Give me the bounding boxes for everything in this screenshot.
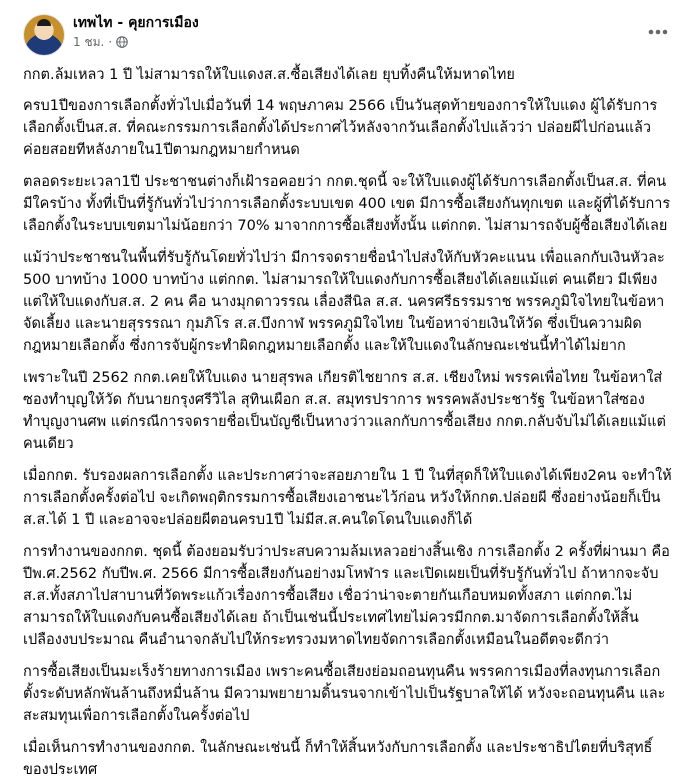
post-meta xyxy=(73,12,199,50)
post-paragraph: เพราะในปี 2562 กกต.เคยให้ใบแดง นายสุรพล เกียรติไชยากร ส.ส. เชียงใหม่ พรรคเพื่อไทย ในข้อหาใส่ซองทำบุญให้วัด กับนายกรุงศรีวิไล สุทินเผือก ส.ส. สมุทรปราการ พรรคพลังประชารัฐ ในข้อหาใส่ซองทำบุญงานศพ แต่กรณีการจดรายชื่อเป็นบัญชีเป็นหางว่าวแลกกับการซื้อเสียง กกต.กลับจับไม่ได้เลยแม้แต่คนเดียว xyxy=(23,370,666,452)
post-body xyxy=(23,64,678,781)
post-paragraph: แม้ว่าประชาชนในพื้นที่รับรู้กันโดยทั่วไปว่า มีการจดรายชื่อนำไปส่งให้กับหัวคะแนน เพื่อแลกกับเงินหัวละ 500 บาทบ้าง 1000 บาทบ้าง แต่กกต. ไม่สามารถให้ใบแดงกับการซื้อเสียงได้เลยแม้แต่ คนเดียว มีเพียงแต่ให้ใบแดงกับส.ส. 2 คน คือ นางมุกดาวรรณ เลื่องสีนิล ส.ส. นครศรีธรรมราช พรรคภูมิใจไทยในข้อหาจัดเลี้ยง และนายสุรรรณา กุมภิโร ส.ส.บึงกาฬ พรรคภูมิใจไทย ในข้อหาจ่ายเงินให้วัด ซึ่งเป็นความผิดกฎหมายเลือกตั้ง ซึ่งการจับผู้กระทำผิดกฎหมายเลือกตั้ง และให้ใบแดงในลักษณะเช่นนี้ทำได้ไม่ยาก xyxy=(23,250,665,354)
author-avatar[interactable] xyxy=(23,14,65,56)
post-paragraph: การซื้อเสียงเป็นมะเร็งร้ายทางการเมือง เพราะคนซื้อเสียงย่อมถอนทุนคืน พรรคการเมืองที่ลงทุนการเลือกตั้งระดับหลักพันล้านถึงหมื่นล้าน มีความพยายามดิ้นรนจากเข้าไปเป็นรัฐบาลให้ได้ หวังจะถอนทุนคืน และสะสมทุนเพื่อการเลือกตั้งในครั้งต่อไป xyxy=(23,664,666,724)
more-options-icon[interactable] xyxy=(642,22,674,42)
author-name[interactable]: เทพไท - คุยการเมือง xyxy=(73,15,199,31)
separator-dot: · xyxy=(108,35,113,49)
post-paragraph: เมื่อกกต. รับรองผลการเลือกตั้ง และประกาศว่าจะสอยภายใน 1 ปี ในที่สุดก็ให้ใบแดงได้เพียง2คน จะทำให้การเลือกตั้งครั้งต่อไป จะเกิดพฤติกรรมการซื้อเสียงเอาชนะไว้ก่อน หวังให้กกต.ปล่อยผี ซึ่งอย่างน้อยก็เป็นส.ส.ได้ 1 ปี และอาจจะปล่อยผีตอนครบ1ปี ไม่มีส.ส.คนใดโดนใบแดงก็ได้ xyxy=(23,468,672,528)
post-paragraph: เมื่อเห็นการทำงานของกกต. ในลักษณะเช่นนี้ ก็ทำให้สิ้นหวังกับการเลือกตั้ง และประชาธิปไตยที่บริสุทธิ์ของประเทศ xyxy=(23,740,653,778)
post-paragraph: การทำงานของกกต. ชุดนี้ ต้องยอมรับว่าประสบความล้มเหลวอย่างสิ้นเชิง การเลือกตั้ง 2 ครั้งที่ผ่านมา คือปีพ.ศ.2562 กับปีพ.ศ. 2566 มีการซื้อเสียงกันอย่างมโหฬาร และเปิดเผยเป็นที่รับรู้กันทั่วไป ถ้าหากจะจับส.ส.ทั้งสภาไปสาบานที่วัดพระแก้วเรื่องการซื้อเสียง เชื่อว่าน่าจะตายกันเกือบหมดทั้งสภา แต่กกต.ไม่สามารถให้ใบแดงกับคนซื้อเสียงได้เลย ถ้าเป็นเช่นนี้ประเทศไทยไม่ควรมีกกต.มาจัดการเลือกตั้งให้สิ้นเปลืองงบประมาณ คืนอำนาจกลับไปให้กระทรวงมหาดไทยจัดการเลือกตั้งเหมือนในอดีตจะดีกว่า xyxy=(23,544,670,648)
post-time[interactable]: 1 ชม. xyxy=(73,35,105,49)
post-paragraph: กกต.ล้มเหลว 1 ปี ไม่สามารถให้ใบแดงส.ส.ซื้อเสียงได้เลย ยุบทิ้งคืนให้มหาดไทย xyxy=(23,67,515,83)
post-paragraph: ตลอดระยะเวลา1ปี ประชาชนต่างก็เฝ้ารอคอยว่า กกต.ชุดนี้ จะให้ใบแดงผู้ได้รับการเลือกตั้งเป็นส.ส. ที่คน มีใครบ้าง ทั้งที่เป็นที่รู้กันทั่วไปว่าการเลือกตั้งระบบเขต 400 เขต มีการซื้อเสียงกันทุกเขต และผู้ที่ได้รับการเลือกตั้งในระบบเขตมาไม่น้อยกว่า 70% มาจากการซื้อเสียงทั้งนั้น แต่กกต. ไม่สามารถจับผู้ซื้อเสียงได้เลย xyxy=(23,174,671,234)
post-paragraph: ครบ1ปีของการเลือกตั้งทั่วไปเมื่อวันที่ 14 พฤษภาคม 2566 เป็นวันสุดท้ายของการให้ใบแดง ผู้ได้รับการเลือกตั้งเป็นส.ส. ที่คณะกรรมการเลือกตั้งได้ประกาศไว้หลังจากวันเลือกตั้งไปแล้วว่า ปล่อยผีไปก่อนแล้ว ค่อยสอยทีหลังภายใน1ปีตามกฎหมายกำหนด xyxy=(23,98,658,158)
post-header xyxy=(23,12,678,64)
post-subline xyxy=(73,34,199,50)
globe-icon[interactable] xyxy=(116,36,128,48)
